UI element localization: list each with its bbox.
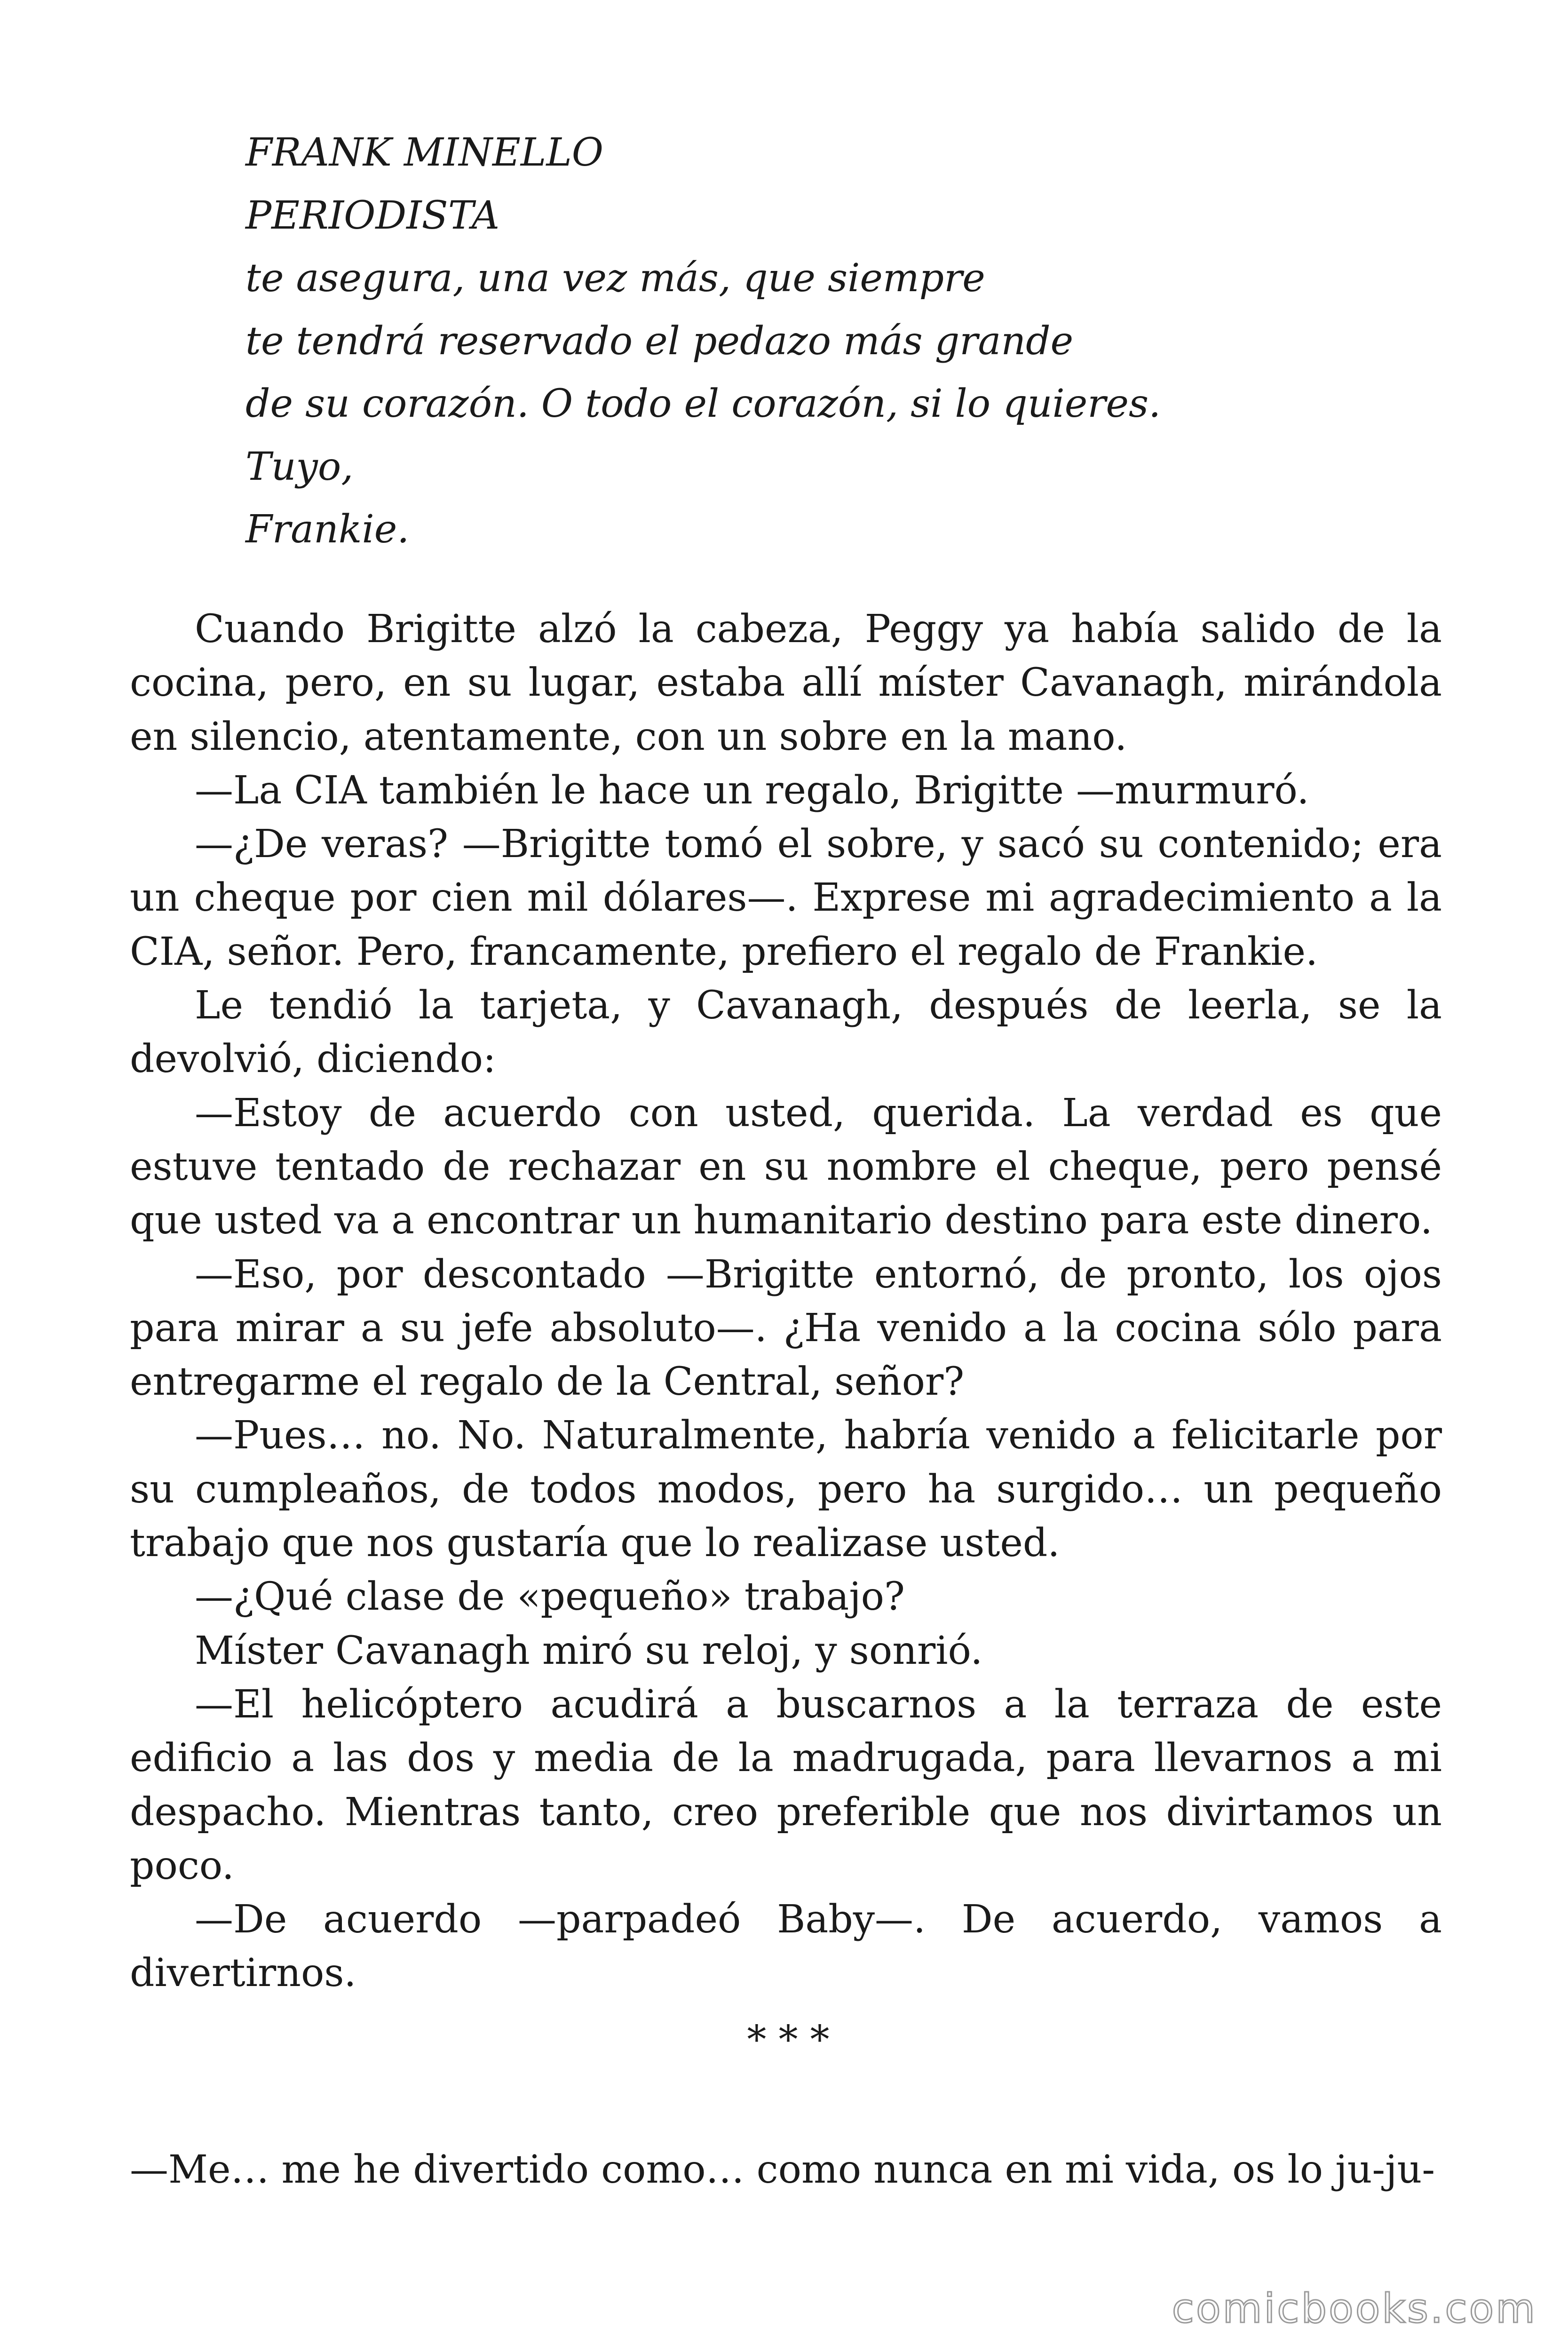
paragraph: Cuando Brigitte alzó la cabeza, Peggy ya había salido de la cocina, pero, en su lugar, estaba allí míster Cavanagh, mirándola en silencio, atentamente, con un sobre en la mano. (130, 607, 1442, 759)
paragraph: —El helicóptero acudirá a buscarnos a la terraza de este edificio a las dos y media de la madrugada, para llevarnos a mi despacho. Mientras tanto, creo preferible que nos divirtamos un poco. (130, 1682, 1442, 1888)
section-separator: * * * (747, 2018, 830, 2062)
narrative-body (130, 603, 1442, 2001)
watermark-logo: comicbooks.com (1172, 2285, 1537, 2332)
paragraph: —Pues… no. No. Naturalmente, habría venido a felicitarle por su cumpleaños, de todos modos, pero ha surgido… un pequeño trabajo que nos gustaría que lo realizase usted. (130, 1413, 1442, 1566)
poem-line: Tuyo, (245, 444, 354, 489)
poem-line: PERIODISTA (245, 193, 500, 238)
paragraph: —Eso, por descontado —Brigitte entornó, de pronto, los ojos para mirar a su jefe absoluto—. ¿Ha venido a la cocina sólo para entregarme el regalo de la Central, señor? (130, 1252, 1442, 1405)
poem-line: de su corazón. O todo el corazón, si lo quieres. (245, 381, 1161, 426)
paragraph: Míster Cavanagh miró su reloj, y sonrió. (195, 1628, 983, 1673)
dedication-card-text (245, 121, 1468, 561)
paragraph: —La CIA también le hace un regalo, Brigitte —murmuró. (195, 768, 1309, 813)
paragraph: —¿De veras? —Brigitte tomó el sobre, y sacó su contenido; era un cheque por cien mil dólares—. Exprese mi agradecimiento a la CIA, señor. Pero, francamente, prefiero el regalo de Frankie. (130, 822, 1442, 974)
paragraph: —¿Qué clase de «pequeño» trabajo? (195, 1574, 905, 1620)
poem-line: te asegura, una vez más, que siempre (245, 256, 985, 301)
poem-line: FRANK MINELLO (245, 130, 604, 175)
poem-line: te tendrá reservado el pedazo más grande (245, 318, 1074, 364)
continuing-paragraph: —Me… me he divertido como… como nunca en mi vida, os lo ju-ju- (130, 2147, 1435, 2192)
paragraph: —De acuerdo —parpadeó Baby—. De acuerdo, vamos a divertirnos. (130, 1897, 1442, 1996)
paragraph: —Estoy de acuerdo con usted, querida. La verdad es que estuve tentado de rechazar en su nombre el cheque, pero pensé que usted va a encontrar un humanitario destino para este dinero. (130, 1090, 1442, 1243)
paragraph: Le tendió la tarjeta, y Cavanagh, después de leerla, se la devolvió, diciendo: (130, 983, 1442, 1082)
poem-line: Frankie. (245, 507, 410, 552)
